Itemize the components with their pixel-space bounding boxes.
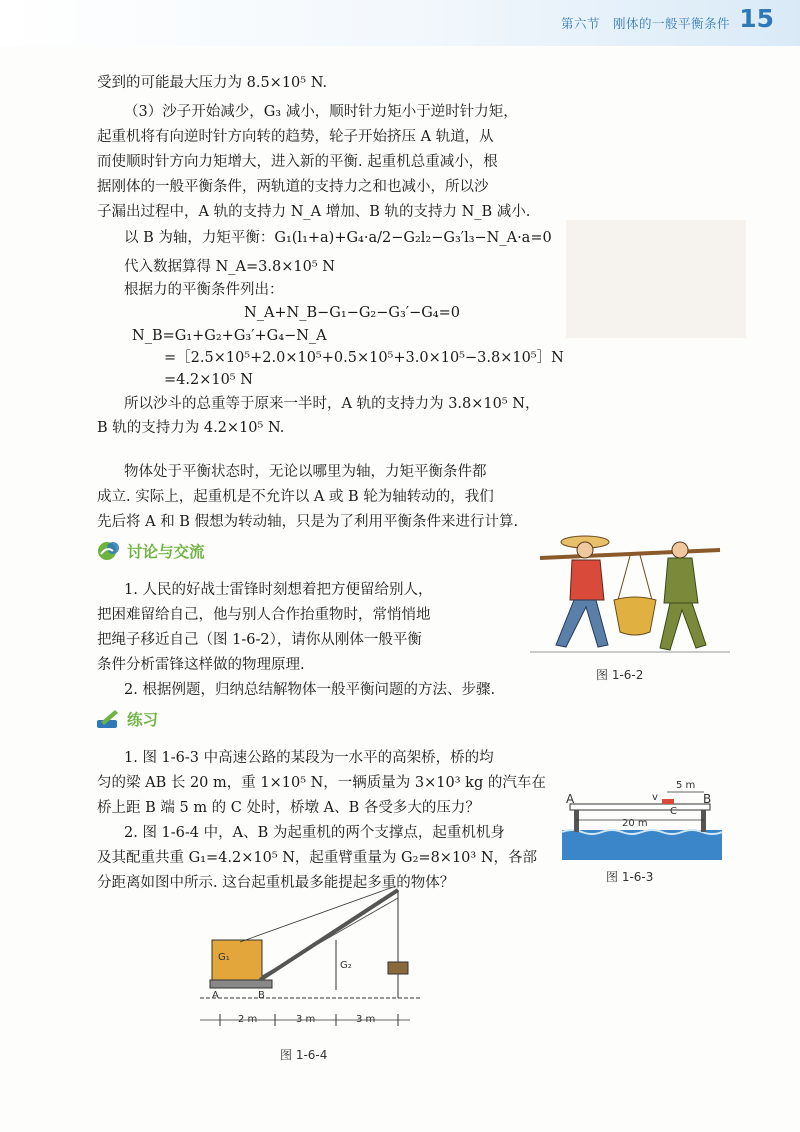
discussion-q1-line-4: 条件分析雷锋这样做的物理原理. — [97, 657, 305, 673]
exercise-2-line-1: 2. 图 1-6-4 中，A、B 为起重机的两个支撑点，起重机机身 — [124, 825, 505, 841]
fig4-label-B: B — [258, 990, 265, 1001]
fig4-label-A: A — [212, 990, 219, 1001]
equation-4: N_A+N_B−G₁−G₂−G₃′−G₄=0 — [244, 305, 460, 321]
discussion-q1-line-1: 1. 人民的好战士雷锋时刻想着把方便留给别人， — [124, 582, 433, 598]
exercise-2-line-2: 及其配重共重 G₁=4.2×10⁵ N，起重臂重量为 G₂=8×10³ N，各部 — [97, 850, 538, 866]
margin-tint — [566, 220, 746, 338]
page-number: 15 — [739, 4, 774, 33]
equation-2: 代入数据算得 N_A=3.8×10⁵ N — [124, 259, 335, 275]
paragraph-line-1: 物体处于平衡状态时，无论以哪里为轴，力矩平衡条件都 — [124, 464, 487, 480]
figure-1-6-3-bridge — [562, 770, 722, 860]
practice-heading — [95, 708, 158, 730]
body-line-1: 受到的可能最大压力为 8.5×10⁵ N. — [97, 75, 328, 91]
figure-1-6-2-illustration — [530, 520, 730, 660]
equation-1: 以 B 为轴，力矩平衡：G₁(l₁+a)+G₄·a/2−G₂l₂−G₃′l₃−N_A·a=0 — [124, 230, 552, 246]
fig4-dist-1: 2 m — [238, 1014, 258, 1025]
figure-1-6-4-crane — [200, 880, 420, 1030]
fig3-label-A: A — [566, 792, 575, 806]
equation-3: 根据力的平衡条件列出： — [124, 282, 284, 298]
equation-7: =4.2×10⁵ N — [164, 372, 253, 388]
fig4-dist-3: 3 m — [356, 1014, 376, 1025]
exercise-2-line-3: 分距离如图中所示. 这台起重机最多能提起多重的物体？ — [97, 875, 455, 891]
exercise-1-line-2: 匀的梁 AB 长 20 m，重 1×10⁵ N，一辆质量为 3×10³ kg 的汽车在 — [97, 775, 546, 791]
exercise-1-line-1: 1. 图 1-6-3 中高速公路的某段为一水平的高架桥，桥的均 — [124, 750, 494, 766]
body-line-2: （3）沙子开始减少，G₃ 减小，顺时针力矩小于逆时针力矩， — [124, 104, 518, 120]
fig3-dist: 5 m — [676, 780, 696, 791]
figure-1-6-3-caption: 图 1-6-3 — [606, 870, 654, 884]
figure-1-6-2-caption: 图 1-6-2 — [596, 668, 644, 682]
fig3-span: 20 m — [622, 818, 648, 829]
paragraph-line-2: 成立. 实际上，起重机是不允许以 A 或 B 轮为轴转动的，我们 — [97, 489, 494, 505]
discussion-heading — [95, 540, 205, 562]
fig4-label-G2: G₂ — [340, 960, 352, 971]
fig3-label-C: C — [670, 806, 677, 817]
fig3-label-v: v — [652, 792, 658, 803]
discussion-q1-line-3: 把绳子移近自己（图 1-6-2），请你从刚体一般平衡 — [97, 632, 422, 648]
body-line-6: 子漏出过程中，A 轨的支持力 N_A 增加、B 轨的支持力 N_B 减小. — [97, 204, 531, 220]
paragraph-line-3: 先后将 A 和 B 假想为转动轴，只是为了利用平衡条件来进行计算. — [97, 514, 519, 530]
figure-1-6-4-caption: 图 1-6-4 — [280, 1048, 328, 1062]
equation-6: =［2.5×10⁵+2.0×10⁵+0.5×10⁵+3.0×10⁵−3.8×10⁵］N — [164, 350, 564, 366]
fig3-label-B: B — [703, 792, 712, 806]
body-line-4: 而使顺时针方向力矩增大，进入新的平衡. 起重机总重减小，根 — [97, 154, 498, 170]
body-line-3: 起重机将有向逆时针方向转的趋势，轮子开始挤压 A 轨道，从 — [97, 129, 494, 145]
pencil-icon — [95, 708, 121, 730]
discussion-q2: 2. 根据例题，归纳总结解物体一般平衡问题的方法、步骤. — [124, 682, 496, 698]
practice-title: 练习 — [127, 711, 159, 729]
discussion-icon — [95, 540, 121, 562]
conclusion-line-2: B 轨的支持力为 4.2×10⁵ N. — [97, 420, 285, 436]
exercise-1-line-3: 桥上距 B 端 5 m 的 C 处时，桥墩 A、B 各受多大的压力？ — [97, 800, 480, 816]
section-title: 第六节 刚体的一般平衡条件 — [560, 16, 730, 31]
fig4-label-G1: G₁ — [218, 952, 230, 963]
equation-5: N_B=G₁+G₂+G₃′+G₄−N_A — [132, 328, 327, 344]
conclusion-line-1: 所以沙斗的总重等于原来一半时，A 轨的支持力为 3.8×10⁵ N， — [124, 396, 540, 412]
body-line-5: 据刚体的一般平衡条件，两轨道的支持力之和也减小，所以沙 — [97, 179, 489, 195]
fig4-dist-2: 3 m — [296, 1014, 316, 1025]
discussion-title: 讨论与交流 — [127, 543, 205, 561]
discussion-q1-line-2: 把困难留给自己，他与别人合作抬重物时，常悄悄地 — [97, 607, 431, 623]
